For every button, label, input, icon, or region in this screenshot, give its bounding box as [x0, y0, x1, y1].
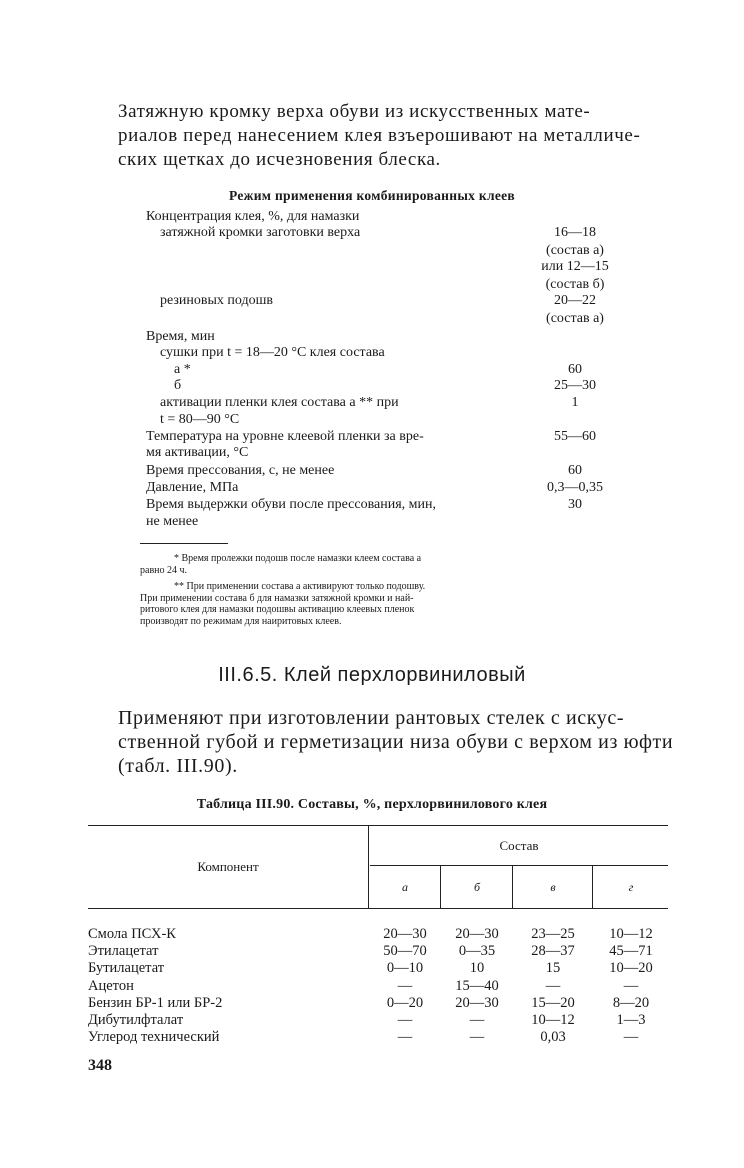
regime-label: мя активации, °С — [146, 445, 249, 460]
table-cell: 28—37 — [531, 943, 575, 960]
section-paragraph — [118, 706, 673, 778]
footnote-line: При применении состава б для намазки затяжной кромки и най- — [140, 592, 414, 604]
section-line: Применяют при изготовлении рантовых стелек с искус- — [118, 707, 625, 729]
table-row-name: Бензин БР-1 или БР-2 — [88, 994, 223, 1011]
table-cell: 0—35 — [458, 943, 496, 960]
table-cell: 20—30 — [455, 926, 499, 942]
table-cell: — — [397, 1012, 413, 1028]
table-subheader: б — [473, 880, 481, 894]
table-row-name: Углерод технический — [88, 1029, 220, 1046]
table-header-component: Компонент — [197, 859, 259, 874]
intro-line: ских щетках до исчезновения блеска. — [118, 149, 441, 170]
regime-label: Время прессования, с, не менее — [146, 463, 335, 478]
regime-label: Время, мин — [146, 329, 215, 344]
section-line: ственной губой и герметизации низа обуви с верхом из юфти — [118, 731, 674, 753]
regime-label: Время выдержки обуви после прессования, мин, — [146, 497, 437, 512]
table-cell: — — [397, 977, 413, 994]
regime-value: 60 — [568, 463, 582, 478]
regime-label: затяжной кромки заготовки верха — [160, 225, 361, 240]
page-number: 348 — [88, 1057, 112, 1074]
section-line: (табл. III.90). — [118, 755, 238, 777]
regime-label: не менее — [146, 514, 199, 529]
footnote-2 — [140, 581, 652, 627]
regime-label: резиновых подошв — [160, 293, 274, 308]
table-row-name: Смола ПСХ-К — [88, 926, 176, 942]
intro-line: Затяжную кромку верха обуви из искусственных мате- — [118, 101, 591, 122]
footnote-line: * Время пролежки подошв после намазки клеем состава а — [174, 553, 422, 564]
table-cell: 0—20 — [386, 994, 424, 1011]
table-cell: 15—20 — [531, 994, 575, 1011]
table-top-rule — [88, 825, 668, 826]
table-cell: 20—30 — [455, 994, 499, 1011]
regime-label: Концентрация клея, %, для намазки — [146, 209, 360, 224]
footnote-divider — [140, 543, 228, 544]
table-cell: 0,03 — [540, 1029, 566, 1046]
table-cell: — — [469, 1029, 485, 1046]
footnote-line: производят по режимам для наиритовых клеев. — [140, 615, 342, 627]
regime-value: 16—18 — [554, 225, 596, 240]
intro-paragraph — [118, 100, 673, 172]
regime-value: (состав б) — [545, 277, 605, 292]
table-divider — [592, 865, 593, 908]
table-cell: 10—12 — [531, 1012, 575, 1028]
table-row-name: Дибутилфталат — [88, 1012, 184, 1028]
regime-value: или 12—15 — [541, 259, 609, 274]
regime-label: t = 80—90 °С — [160, 412, 240, 427]
table-cell: 23—25 — [531, 926, 575, 942]
regime-value: 0,3—0,35 — [547, 480, 603, 495]
regime-label: активации пленки клея состава а ** при — [160, 395, 399, 410]
table-mid-rule — [370, 865, 668, 866]
table-caption: Таблица III.90. Составы, %, перхлорвинилового клея — [196, 797, 548, 812]
table-header-composition: Состав — [499, 838, 539, 853]
table-cell: — — [469, 1012, 485, 1028]
table-cell: 20—30 — [383, 926, 427, 942]
intro-line: риалов перед нанесением клея взъерошивают на металличе- — [118, 125, 641, 146]
table-divider — [368, 825, 369, 908]
table-row-name: Бутилацетат — [88, 960, 165, 977]
table-subheader: а — [402, 880, 408, 894]
regime-value: 1 — [571, 395, 579, 410]
regime-value: 60 — [568, 362, 582, 377]
table-cell: 8—20 — [612, 994, 650, 1011]
table-divider — [440, 865, 441, 908]
section-heading: III.6.5. Клей перхлорвиниловый — [218, 664, 526, 686]
table-cell: 10 — [469, 960, 485, 977]
regime-label: сушки при t = 18—20 °С клея состава — [160, 345, 385, 360]
table-row-name: Этилацетат — [88, 943, 159, 960]
regime-value: 30 — [568, 497, 582, 512]
table-subheader: в — [550, 880, 556, 894]
table-row-name: Ацетон — [88, 977, 134, 994]
footnote-line: ** При применении состава а активируют только подошву. — [174, 581, 426, 592]
footnote-line: ритового клея для намазки подошвы активацию клеевых пленок — [140, 604, 415, 615]
regime-label: б — [174, 378, 182, 393]
table-header-rule — [88, 908, 668, 909]
regime-label: Температура на уровне клеевой пленки за вре- — [146, 429, 424, 444]
regime-value: 20—22 — [554, 293, 596, 308]
table-subheader: г — [628, 880, 634, 894]
table-cell: — — [623, 1029, 639, 1046]
regime-value: (состав а) — [546, 243, 604, 258]
regime-title: Режим применения комбинированных клеев — [228, 188, 516, 203]
table-cell: — — [545, 977, 561, 994]
table-divider — [512, 865, 513, 908]
table-cell: 10—12 — [609, 926, 653, 942]
table-cell: — — [397, 1029, 413, 1046]
footnote-line: равно 24 ч. — [140, 564, 188, 576]
table-cell: 45—71 — [609, 943, 653, 960]
regime-value: 25—30 — [554, 378, 596, 393]
regime-label: а * — [174, 362, 191, 377]
footnote-1 — [140, 553, 652, 576]
table-cell: 50—70 — [383, 943, 427, 960]
table-cell: 15 — [545, 960, 561, 977]
table-cell: 10—20 — [609, 960, 653, 977]
table-cell: 1—3 — [616, 1012, 646, 1028]
regime-value: (состав а) — [546, 311, 604, 326]
table-cell: 0—10 — [386, 960, 424, 977]
table-cell: 15—40 — [455, 977, 499, 994]
table-cell: — — [623, 977, 639, 994]
regime-label: Давление, МПа — [146, 480, 239, 495]
regime-value: 55—60 — [554, 429, 596, 444]
